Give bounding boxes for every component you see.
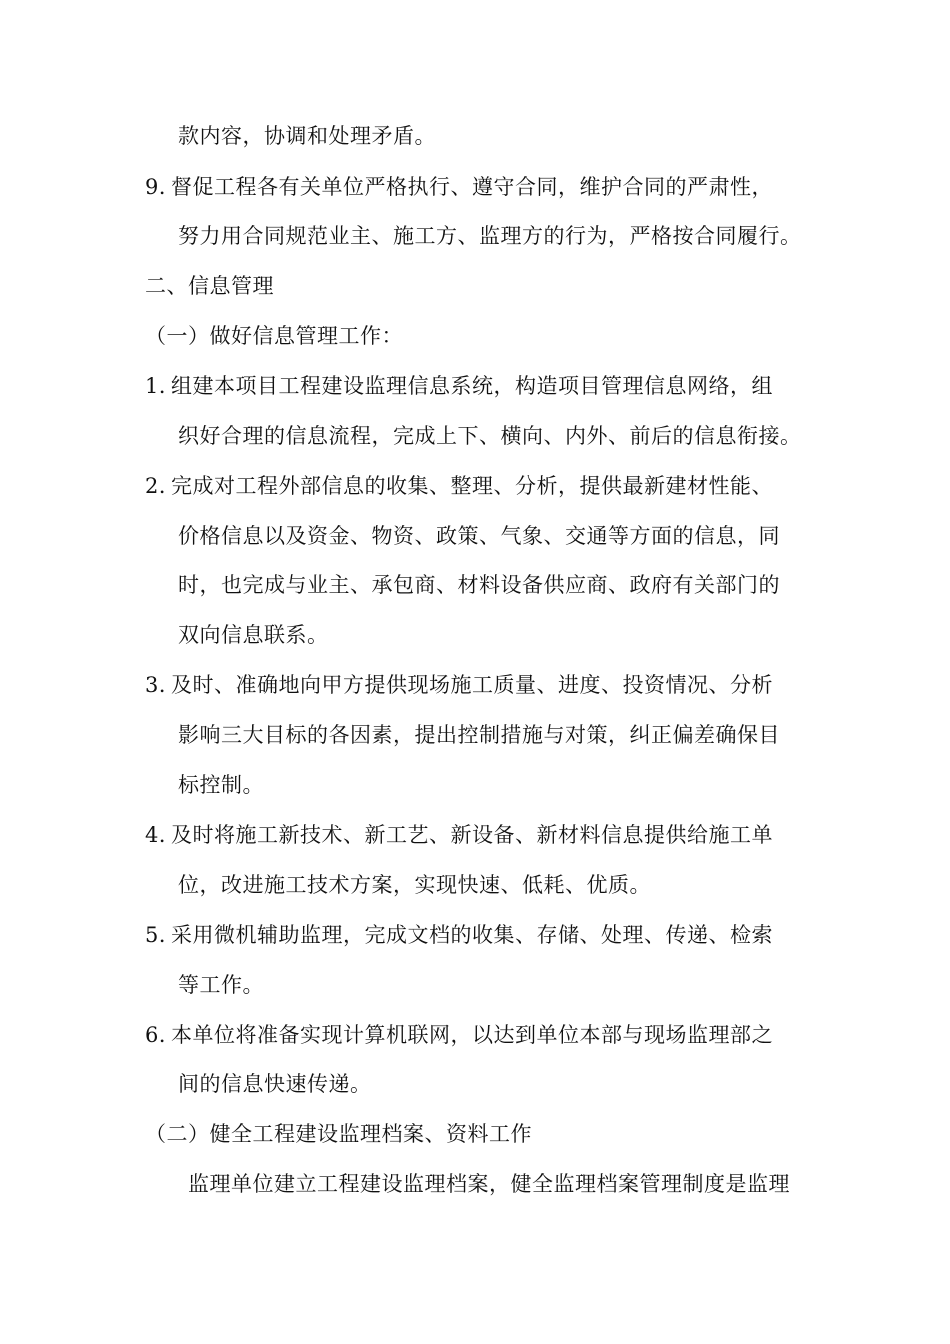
list-number: 4． [145, 823, 181, 847]
list-item-text: 本单位将准备实现计算机联网，以达到单位本部与现场监理部之 [171, 1023, 773, 1047]
list-item-2-line-2: 价格信息以及资金、物资、政策、气象、交通等方面的信息，同 [178, 524, 780, 548]
list-item-9-line-1 [145, 173, 773, 201]
list-item-3-line-3: 标控制。 [178, 773, 264, 797]
list-item-2-line-3: 时，也完成与业主、承包商、材料设备供应商、政府有关部门的 [178, 573, 780, 597]
list-item-text: 及时、准确地向甲方提供现场施工质量、进度、投资情况、分析 [171, 673, 773, 697]
paragraph-first-line: 监理单位建立工程建设监理档案，健全监理档案管理制度是监理 [188, 1172, 790, 1196]
list-item-4-line-2: 位，改进施工技术方案，实现快速、低耗、优质。 [178, 873, 651, 897]
list-number: 1． [145, 374, 181, 398]
list-item-3-line-1 [145, 671, 773, 699]
subsection-heading-1: （一）做好信息管理工作： [145, 324, 403, 348]
list-number: 2． [145, 474, 181, 498]
list-number: 6． [145, 1023, 181, 1047]
list-item-6-line-1 [145, 1021, 773, 1049]
section-heading: 二、信息管理 [145, 274, 274, 298]
list-number: 5． [145, 923, 181, 947]
list-item-1-line-2: 织好合理的信息流程，完成上下、横向、内外、前后的信息衔接。 [178, 424, 802, 448]
list-item-text: 完成对工程外部信息的收集、整理、分析，提供最新建材性能、 [171, 474, 773, 498]
list-item-3-line-2: 影响三大目标的各因素，提出控制措施与对策，纠正偏差确保目 [178, 723, 780, 747]
list-item-text: 督促工程各有关单位严格执行、遵守合同，维护合同的严肃性， [171, 175, 773, 199]
list-item-5-line-1 [145, 921, 773, 949]
list-item-text: 及时将施工新技术、新工艺、新设备、新材料信息提供给施工单 [171, 823, 773, 847]
list-item-2-line-1 [145, 472, 773, 500]
list-item-9-line-2: 努力用合同规范业主、施工方、监理方的行为，严格按合同履行。 [178, 224, 802, 248]
list-item-5-line-2: 等工作。 [178, 973, 264, 997]
list-item-text: 采用微机辅助监理，完成文档的收集、存储、处理、传递、检索 [171, 923, 773, 947]
list-item-4-line-1 [145, 821, 773, 849]
list-number: 9． [145, 175, 181, 199]
list-item-2-line-4: 双向信息联系。 [178, 623, 329, 647]
list-number: 3． [145, 673, 181, 697]
item-8-continuation: 款内容，协调和处理矛盾。 [178, 124, 436, 148]
list-item-text: 组建本项目工程建设监理信息系统，构造项目管理信息网络，组 [171, 374, 773, 398]
list-item-6-line-2: 间的信息快速传递。 [178, 1072, 372, 1096]
list-item-1-line-1 [145, 372, 773, 400]
subsection-heading-2: （二）健全工程建设监理档案、资料工作 [145, 1122, 532, 1146]
